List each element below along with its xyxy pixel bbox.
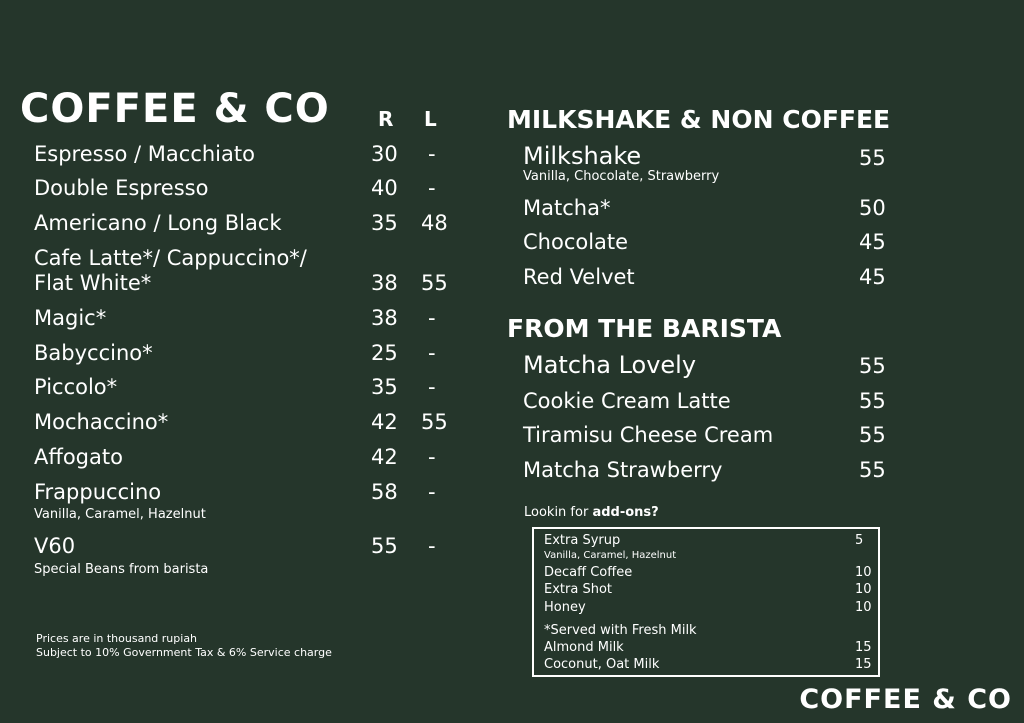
coffee-item-name: Babyccino*	[34, 341, 153, 365]
coffee-item-name: V60	[34, 534, 76, 558]
coffee-price-regular: 35	[371, 211, 398, 235]
coffee-price-regular: 40	[371, 176, 398, 200]
coffee-price-regular: 55	[371, 534, 398, 558]
coffee-price-regular: 38	[371, 271, 398, 295]
coffee-price-large: 48	[421, 211, 448, 235]
column-header-regular: R	[378, 107, 394, 131]
barista-price: 55	[859, 389, 886, 413]
coffee-price-regular: 35	[371, 375, 398, 399]
addons-intro-bold: add-ons?	[592, 505, 659, 520]
milk-item-name: Coconut, Oat Milk	[544, 657, 660, 672]
milkshake-item-name: Red Velvet	[523, 265, 635, 289]
barista-price: 55	[859, 458, 886, 482]
coffee-item-name: Affogato	[34, 445, 123, 469]
tax-note: Subject to 10% Government Tax & 6% Service charge	[36, 646, 332, 659]
coffee-price-large: -	[428, 445, 436, 469]
addon-item-name: Honey	[544, 600, 586, 615]
coffee-item-name: Mochaccino*	[34, 410, 169, 434]
milk-price: 15	[855, 640, 872, 655]
milkshake-item-description: Vanilla, Chocolate, Strawberry	[523, 169, 720, 184]
coffee-item-name: Cafe Latte*/ Cappuccino*/	[34, 246, 307, 270]
coffee-price-regular: 38	[371, 306, 398, 330]
coffee-price-regular: 58	[371, 480, 398, 504]
coffee-item-description: Special Beans from barista	[34, 562, 209, 577]
coffee-price-regular: 30	[371, 142, 398, 166]
coffee-price-large: -	[428, 375, 436, 399]
coffee-item-name: Double Espresso	[34, 176, 209, 200]
price-note: Prices are in thousand rupiah	[36, 632, 198, 645]
addons-intro	[524, 505, 659, 520]
coffee-item-description: Vanilla, Caramel, Hazelnut	[34, 507, 206, 522]
coffee-price-large: -	[428, 306, 436, 330]
coffee-price-large: -	[428, 142, 436, 166]
addon-price: 10	[855, 565, 872, 580]
milkshake-price: 50	[859, 196, 886, 220]
menu-title: COFFEE & CO	[20, 86, 330, 132]
coffee-price-regular: 25	[371, 341, 398, 365]
addon-price: 5	[855, 533, 864, 548]
column-header-large: L	[424, 107, 437, 131]
coffee-price-regular: 42	[371, 410, 398, 434]
barista-item-name: Matcha Strawberry	[523, 458, 723, 482]
milkshake-price: 45	[859, 265, 886, 289]
addon-item-name: Decaff Coffee	[544, 565, 633, 580]
barista-item-name: Tiramisu Cheese Cream	[523, 423, 774, 447]
milk-item-name: Almond Milk	[544, 640, 624, 655]
addon-item-name: Extra Syrup	[544, 533, 621, 548]
coffee-price-regular: 42	[371, 445, 398, 469]
milkshake-item-name: Milkshake	[523, 142, 642, 170]
footer-brand: COFFEE & CO	[799, 684, 1012, 715]
coffee-price-large: -	[428, 176, 436, 200]
section-title-barista: FROM THE BARISTA	[507, 314, 782, 343]
barista-price: 55	[859, 354, 886, 378]
barista-item-name: Cookie Cream Latte	[523, 389, 731, 413]
section-title-milkshake: MILKSHAKE & NON COFFEE	[507, 105, 891, 134]
milkshake-item-name: Matcha*	[523, 196, 611, 220]
coffee-item-name: Espresso / Macchiato	[34, 142, 255, 166]
coffee-item-name: Americano / Long Black	[34, 211, 282, 235]
milk-note: *Served with Fresh Milk	[544, 623, 697, 638]
addons-intro-prefix: Lookin for	[524, 505, 593, 520]
coffee-item-name: Piccolo*	[34, 375, 118, 399]
addon-price: 10	[855, 582, 872, 597]
coffee-item-name-line2: Flat White*	[34, 271, 152, 295]
coffee-price-large: 55	[421, 271, 448, 295]
addon-price: 10	[855, 600, 872, 615]
coffee-price-large: 55	[421, 410, 448, 434]
milkshake-item-name: Chocolate	[523, 230, 629, 254]
milkshake-price: 55	[859, 146, 886, 170]
milkshake-price: 45	[859, 230, 886, 254]
coffee-item-name: Magic*	[34, 306, 107, 330]
milk-price: 15	[855, 657, 872, 672]
addon-item-name: Extra Shot	[544, 582, 612, 597]
barista-price: 55	[859, 423, 886, 447]
coffee-price-large: -	[428, 534, 436, 558]
addon-item-description: Vanilla, Caramel, Hazelnut	[544, 550, 677, 561]
coffee-price-large: -	[428, 341, 436, 365]
coffee-price-large: -	[428, 480, 436, 504]
barista-item-name: Matcha Lovely	[523, 351, 697, 379]
coffee-item-name: Frappuccino	[34, 480, 162, 504]
